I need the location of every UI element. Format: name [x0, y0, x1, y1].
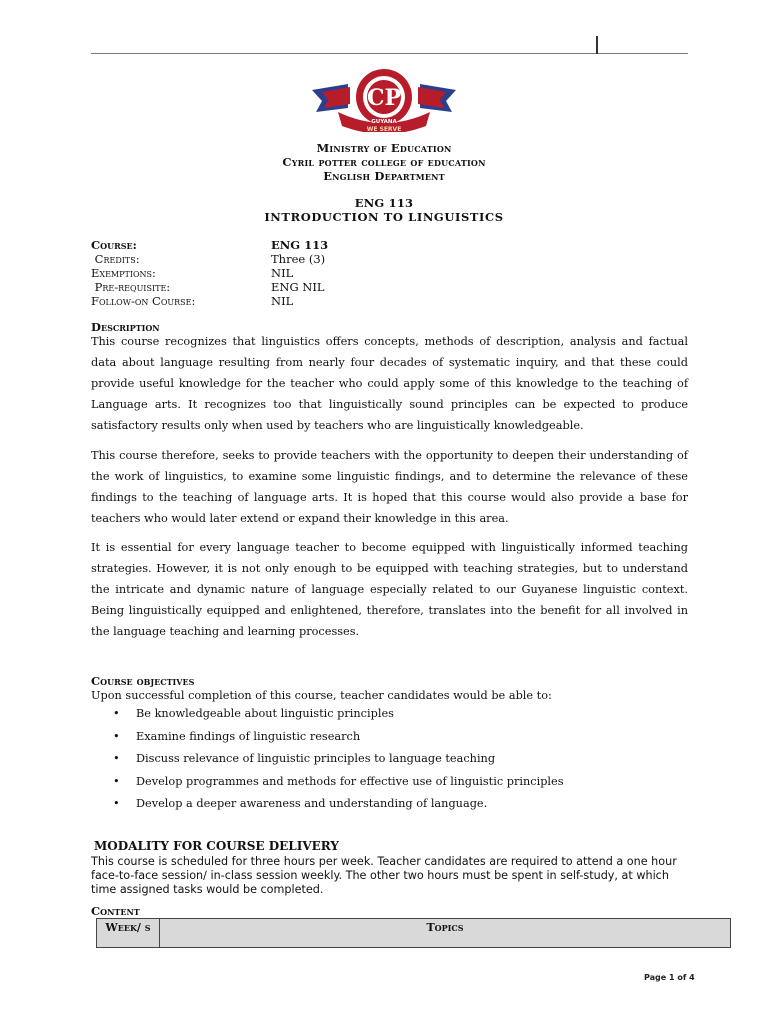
- bullet-icon: •: [113, 729, 120, 743]
- objectives-intro: Upon successful completion of this course, teacher candidates would be able to:: [91, 689, 552, 702]
- info-label: Credits:: [91, 252, 140, 266]
- department-title: English Department: [323, 169, 445, 183]
- header-rule: [91, 53, 688, 54]
- table-header-topics: Topics: [160, 918, 731, 948]
- text-cursor: [596, 36, 598, 54]
- logo-monogram: CP: [366, 85, 402, 111]
- list-item: [113, 795, 673, 818]
- page-number: Page 1 of 4: [644, 973, 695, 982]
- modality-text: This course is scheduled for three hours per week. Teacher candidates are required to attend a one hour face-to-face session/ in-class session weekly. The other two hours must be spent in self-study, at which time assigned tasks would be completed.: [91, 855, 677, 896]
- bullet-icon: •: [113, 752, 120, 765]
- description-paragraph-2: This course therefore, seeks to provide teachers with the opportunity to deepen their understanding of the work of linguistics, to examine some linguistic findings, and to determine the relevance of these findings to the teaching of language arts. It is hoped that this course would also provide a base for teachers who would later extend or expand their knowledge in this area.: [91, 449, 688, 525]
- info-value: ENG 113: [271, 238, 329, 252]
- info-row-course: [91, 238, 328, 252]
- info-label: Exemptions:: [91, 266, 156, 280]
- list-item: [113, 728, 673, 751]
- bullet-icon: •: [113, 797, 120, 810]
- list-item: [113, 773, 673, 796]
- objectives-heading: Course objectives: [91, 674, 195, 688]
- description-paragraph-1: This course recognizes that linguistics offers concepts, methods of description, analysis and factual data about language resulting from nearly four decades of systematic inquiry, and that these could provide useful knowledge for the teacher who could apply some of this knowledge to the teaching of Language arts. It recognizes too that linguistically sound principles can be expected to produce satisfactory results only when used by teachers who are linguistically knowledgeable.: [91, 335, 688, 432]
- course-code-heading: ENG 113: [354, 196, 414, 210]
- modality-heading: MODALITY FOR COURSE DELIVERY: [94, 839, 339, 853]
- info-label: Course:: [91, 238, 137, 252]
- info-value: NIL: [271, 294, 294, 308]
- logo-country-text: GUYANA: [371, 119, 397, 125]
- course-title-heading: INTRODUCTION TO LINGUISTICS: [264, 210, 504, 224]
- info-label: Pre-requisite:: [91, 280, 171, 294]
- objective-text: Be knowledgeable about linguistic principles: [136, 707, 394, 720]
- objective-text: Develop a deeper awareness and understanding of language.: [136, 797, 488, 810]
- objective-text: Develop programmes and methods for effective use of linguistic principles: [136, 774, 564, 788]
- bullet-icon: •: [113, 774, 120, 788]
- info-row-prerequisite: [91, 280, 325, 294]
- info-row-follow-on: [91, 294, 293, 308]
- info-label: Follow-on Course:: [91, 294, 196, 308]
- objective-text: Examine findings of linguistic research: [136, 729, 361, 743]
- content-heading: Content: [91, 904, 140, 918]
- info-value: Three (3): [271, 252, 326, 266]
- description-paragraph-3: It is essential for every language teacher to become equipped with linguistically informed teaching strategies. However, it is not only enough to be equipped with teaching strategies, but to understand the intricate and dynamic nature of language especially related to our Guyanese linguistic context. Being linguistically equipped and enlightened, therefore, translates into the benefit for all involved in the language teaching and learning processes.: [91, 541, 688, 638]
- list-item: [113, 705, 673, 728]
- info-value: ENG NIL: [271, 280, 325, 294]
- college-crest-logo: [308, 68, 460, 132]
- logo-motto-text: WE SERVE: [366, 126, 402, 132]
- objective-text: Discuss relevance of linguistic principles to language teaching: [136, 752, 496, 765]
- college-title: Cyril potter college of education: [282, 155, 486, 169]
- ministry-title: Ministry of Education: [316, 141, 452, 155]
- list-item: [113, 750, 673, 773]
- bullet-icon: •: [113, 707, 120, 720]
- info-row-exemptions: [91, 266, 293, 280]
- objectives-list: [113, 705, 673, 818]
- description-heading: Description: [91, 320, 160, 334]
- info-row-credits: [91, 252, 325, 266]
- table-header-week: Week/ s: [96, 918, 160, 948]
- info-value: NIL: [271, 266, 294, 280]
